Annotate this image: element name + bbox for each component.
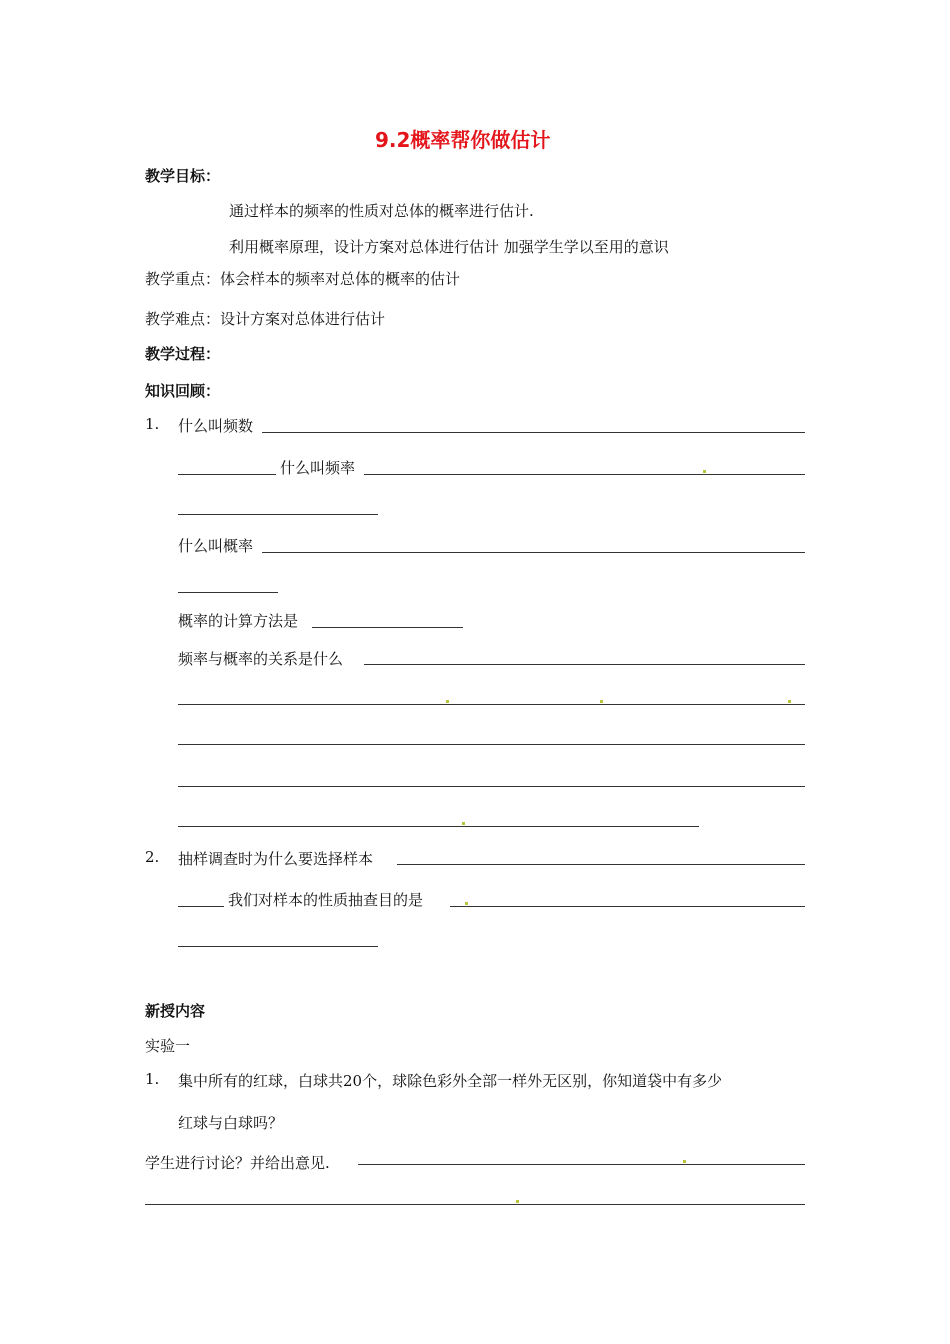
goals-heading: 教学目标： [145, 167, 221, 185]
answer-blank[interactable] [178, 786, 805, 787]
answer-blank[interactable] [364, 664, 805, 665]
difficulty: 教学难点：设计方案对总体进行估计 [145, 310, 386, 328]
review-heading: 知识回顾： [145, 382, 221, 400]
question-1-number: 1. [145, 415, 160, 433]
answer-blank[interactable] [178, 946, 378, 947]
marker-dot [516, 1200, 519, 1203]
question-1-calc-method: 概率的计算方法是 [178, 612, 299, 630]
answer-blank[interactable] [178, 744, 805, 745]
marker-dot [600, 700, 603, 703]
answer-blank[interactable] [178, 906, 224, 907]
marker-dot [465, 902, 468, 905]
question-1-frequency: 什么叫频率 [280, 459, 356, 477]
marker-dot [446, 700, 449, 703]
answer-blank[interactable] [364, 474, 805, 475]
answer-blank[interactable] [262, 432, 805, 433]
marker-dot [788, 700, 791, 703]
answer-blank[interactable] [397, 864, 805, 865]
experiment-heading: 实验一 [145, 1037, 191, 1055]
marker-dot [462, 822, 465, 825]
question-2-purpose: 我们对样本的性质抽查目的是 [228, 891, 424, 909]
answer-blank[interactable] [450, 906, 805, 907]
question-1-relationship: 频率与概率的关系是什么 [178, 650, 344, 668]
answer-blank[interactable] [178, 474, 276, 475]
answer-blank[interactable] [178, 592, 278, 593]
question-2-why-sample: 抽样调查时为什么要选择样本 [178, 850, 374, 868]
process-heading: 教学过程： [145, 345, 221, 363]
new-content-heading: 新授内容 [145, 1002, 206, 1020]
goal-line-1: 通过样本的频率的性质对总体的概率进行估计. [229, 202, 534, 220]
answer-blank[interactable] [178, 826, 699, 827]
answer-blank[interactable] [312, 627, 463, 628]
answer-blank[interactable] [145, 1204, 805, 1205]
experiment-item-line-2: 红球与白球吗？ [178, 1114, 284, 1132]
goal-line-2: 利用概率原理，设计方案对总体进行估计 加强学生学以至用的意识 [229, 238, 669, 256]
marker-dot [683, 1160, 686, 1163]
answer-blank[interactable] [178, 704, 805, 705]
question-2-number: 2. [145, 848, 160, 866]
answer-blank[interactable] [178, 514, 378, 515]
page-title: 9.2概率帮你做估计 [375, 128, 551, 152]
answer-blank[interactable] [358, 1164, 805, 1165]
discussion-prompt: 学生进行讨论？并给出意见. [145, 1154, 330, 1172]
answer-blank[interactable] [262, 552, 805, 553]
key-point: 教学重点：体会样本的频率对总体的概率的估计 [145, 270, 461, 288]
marker-dot [703, 470, 706, 473]
question-1-probability: 什么叫概率 [178, 537, 254, 555]
question-1-frequency-count: 什么叫频数 [178, 417, 254, 435]
experiment-item-number: 1. [145, 1070, 160, 1088]
experiment-item-line-1: 集中所有的红球，白球共20个，球除色彩外全部一样外无区别，你知道袋中有多少 [178, 1072, 723, 1090]
